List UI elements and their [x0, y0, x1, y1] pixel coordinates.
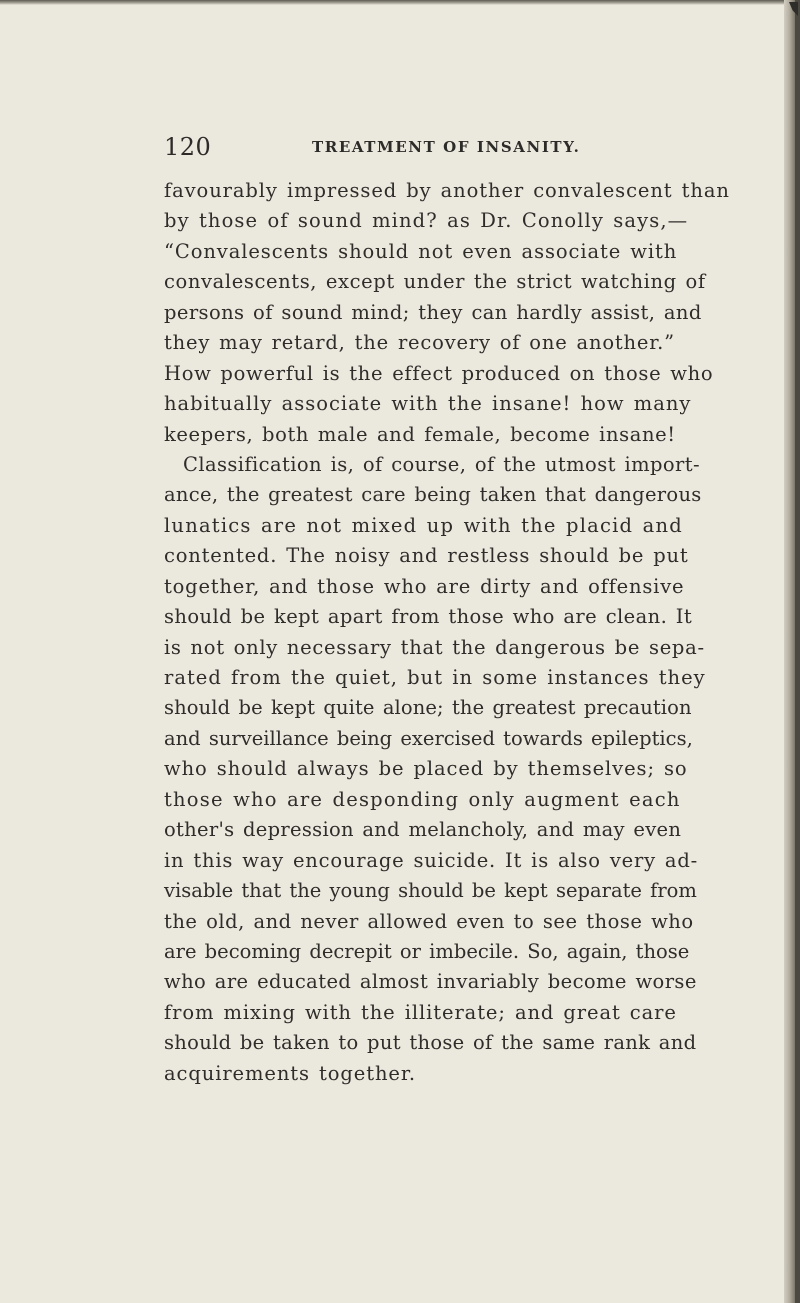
text-line: keepers, both male and female, become insane! — [164, 422, 676, 446]
text-line: who are educated almost invariably become worse — [164, 970, 697, 994]
text-line: who should always be placed by themselves; so — [164, 757, 688, 781]
page-top-edge — [0, 0, 800, 5]
text-line: they may retard, the recovery of one another.” — [164, 331, 675, 355]
text-line: lunatics are not mixed up with the placid and — [164, 513, 683, 537]
text-line: rated from the quiet, but in some instances they — [164, 666, 706, 689]
page-number: 120 — [164, 133, 212, 161]
text-line: should be kept quite alone; the greatest precaution — [164, 696, 692, 720]
text-line: contented. The noisy and restless should be put — [164, 544, 689, 568]
text-line: “Convalescents should not even associate with — [164, 239, 678, 263]
text-line: are becoming decrepit or imbecile. So, again, those — [164, 939, 690, 963]
text-line: persons of sound mind; they can hardly assist, and — [164, 300, 702, 324]
body-text — [164, 176, 764, 1089]
text-line: the old, and never allowed even to see those who — [164, 909, 694, 933]
text-line: habitually associate with the insane! how many — [164, 392, 692, 416]
text-line: other's depression and melancholy, and may even — [164, 818, 682, 842]
text-line: acquirements together. — [164, 1061, 417, 1085]
text-line: from mixing with the illiterate; and great care — [164, 1000, 677, 1024]
text-line: in this way encourage suicide. It is also very ad- — [164, 848, 699, 872]
text-line: How powerful is the effect produced on those who — [164, 361, 714, 385]
text-line: is not only necessary that the dangerous be sepa- — [164, 635, 705, 659]
text-line: ance, the greatest care being taken that dangerous — [164, 483, 702, 507]
page-binding-shadow — [795, 0, 800, 1303]
text-line: visable that the young should be kept separate from — [164, 879, 697, 903]
text-line: convalescents, except under the strict watching of — [164, 270, 706, 294]
text-line: favourably impressed by another convalescent than — [164, 179, 730, 202]
running-head — [164, 133, 779, 163]
running-title: TREATMENT OF INSANITY. — [312, 138, 581, 156]
text-line: those who are desponding only augment each — [164, 787, 681, 811]
text-line: should be kept apart from those who are clean. It — [164, 605, 693, 629]
text-line: together, and those who are dirty and offensive — [164, 574, 685, 598]
text-line: should be taken to put those of the same rank and — [164, 1031, 697, 1055]
text-line: and surveillance being exercised towards epileptics, — [164, 726, 693, 750]
text-line: Classification is, of course, of the utmost import- — [183, 452, 700, 476]
text-line: by those of sound mind? as Dr. Conolly says,— — [164, 209, 689, 233]
